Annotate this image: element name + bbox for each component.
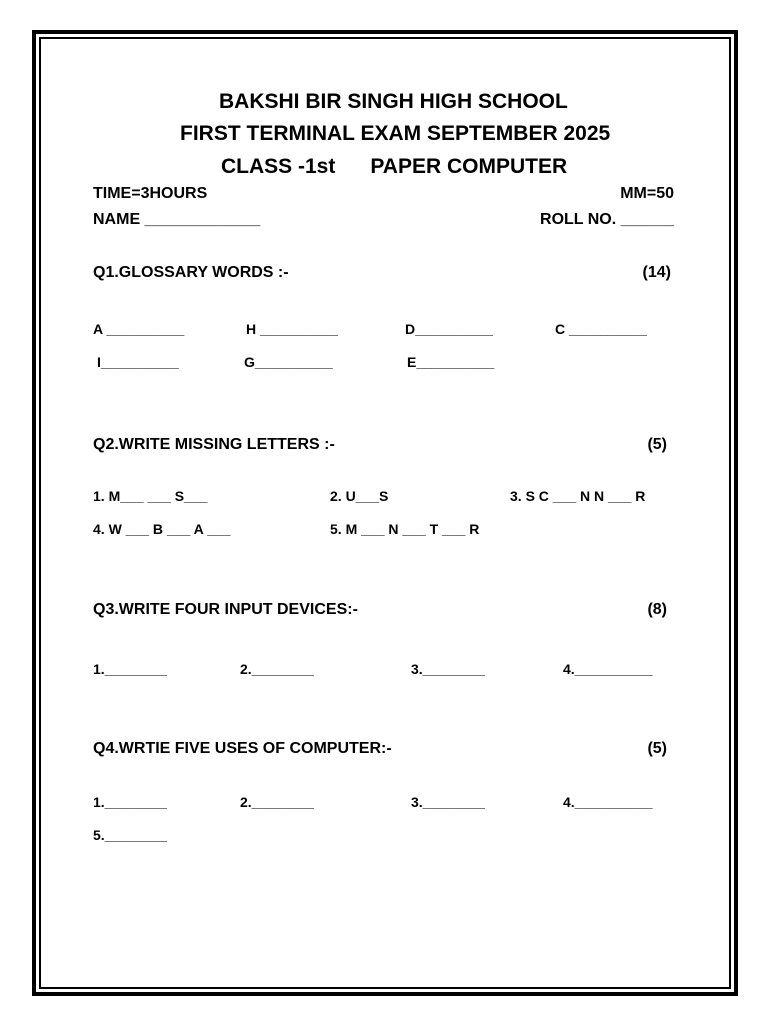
- q3-title: Q3.WRITE FOUR INPUT DEVICES:-: [93, 601, 358, 618]
- time-label: TIME=3HOURS: [93, 185, 208, 202]
- q2-item-3: 3. S C ___ N N ___ R: [510, 488, 646, 504]
- name-field: NAME _____________: [93, 211, 261, 228]
- q3-marks: (8): [647, 601, 667, 618]
- q4-marks: (5): [647, 740, 667, 757]
- q1-item-d: D__________: [405, 321, 493, 337]
- q2-marks: (5): [647, 436, 667, 453]
- q2-item-2: 2. U___S: [330, 488, 389, 504]
- page-border-inner: [39, 37, 731, 989]
- q1-marks: (14): [642, 264, 671, 281]
- q3-item-4: 4.__________: [563, 661, 653, 677]
- q4-item-3: 3.________: [411, 794, 485, 810]
- q2-item-4: 4. W ___ B ___ A ___: [93, 521, 231, 537]
- q1-item-i: I__________: [97, 354, 179, 370]
- q1-item-a: A __________: [93, 321, 185, 337]
- q1-item-c: C __________: [555, 321, 647, 337]
- q3-item-3: 3.________: [411, 661, 485, 677]
- q3-item-1: 1.________: [93, 661, 167, 677]
- q1-item-g: G__________: [244, 354, 333, 370]
- q1-item-e: E__________: [407, 354, 495, 370]
- roll-no-field: ROLL NO. ______: [540, 211, 674, 228]
- class-paper: CLASS -1st PAPER COMPUTER: [221, 155, 568, 178]
- q4-item-5: 5.________: [93, 827, 167, 843]
- max-marks-label: MM=50: [620, 185, 674, 202]
- q2-item-1: 1. M___ ___ S___: [93, 488, 208, 504]
- q1-item-h: H __________: [246, 321, 338, 337]
- q4-item-1: 1.________: [93, 794, 167, 810]
- q3-item-2: 2.________: [240, 661, 314, 677]
- q2-title: Q2.WRITE MISSING LETTERS :-: [93, 436, 335, 453]
- q4-item-2: 2.________: [240, 794, 314, 810]
- q4-title: Q4.WRTIE FIVE USES OF COMPUTER:-: [93, 740, 392, 757]
- q1-title: Q1.GLOSSARY WORDS :-: [93, 264, 289, 281]
- q2-item-5: 5. M ___ N ___ T ___ R: [330, 521, 480, 537]
- school-name: BAKSHI BIR SINGH HIGH SCHOOL: [219, 90, 568, 113]
- exam-title: FIRST TERMINAL EXAM SEPTEMBER 2025: [180, 122, 611, 145]
- q4-item-4: 4.__________: [563, 794, 653, 810]
